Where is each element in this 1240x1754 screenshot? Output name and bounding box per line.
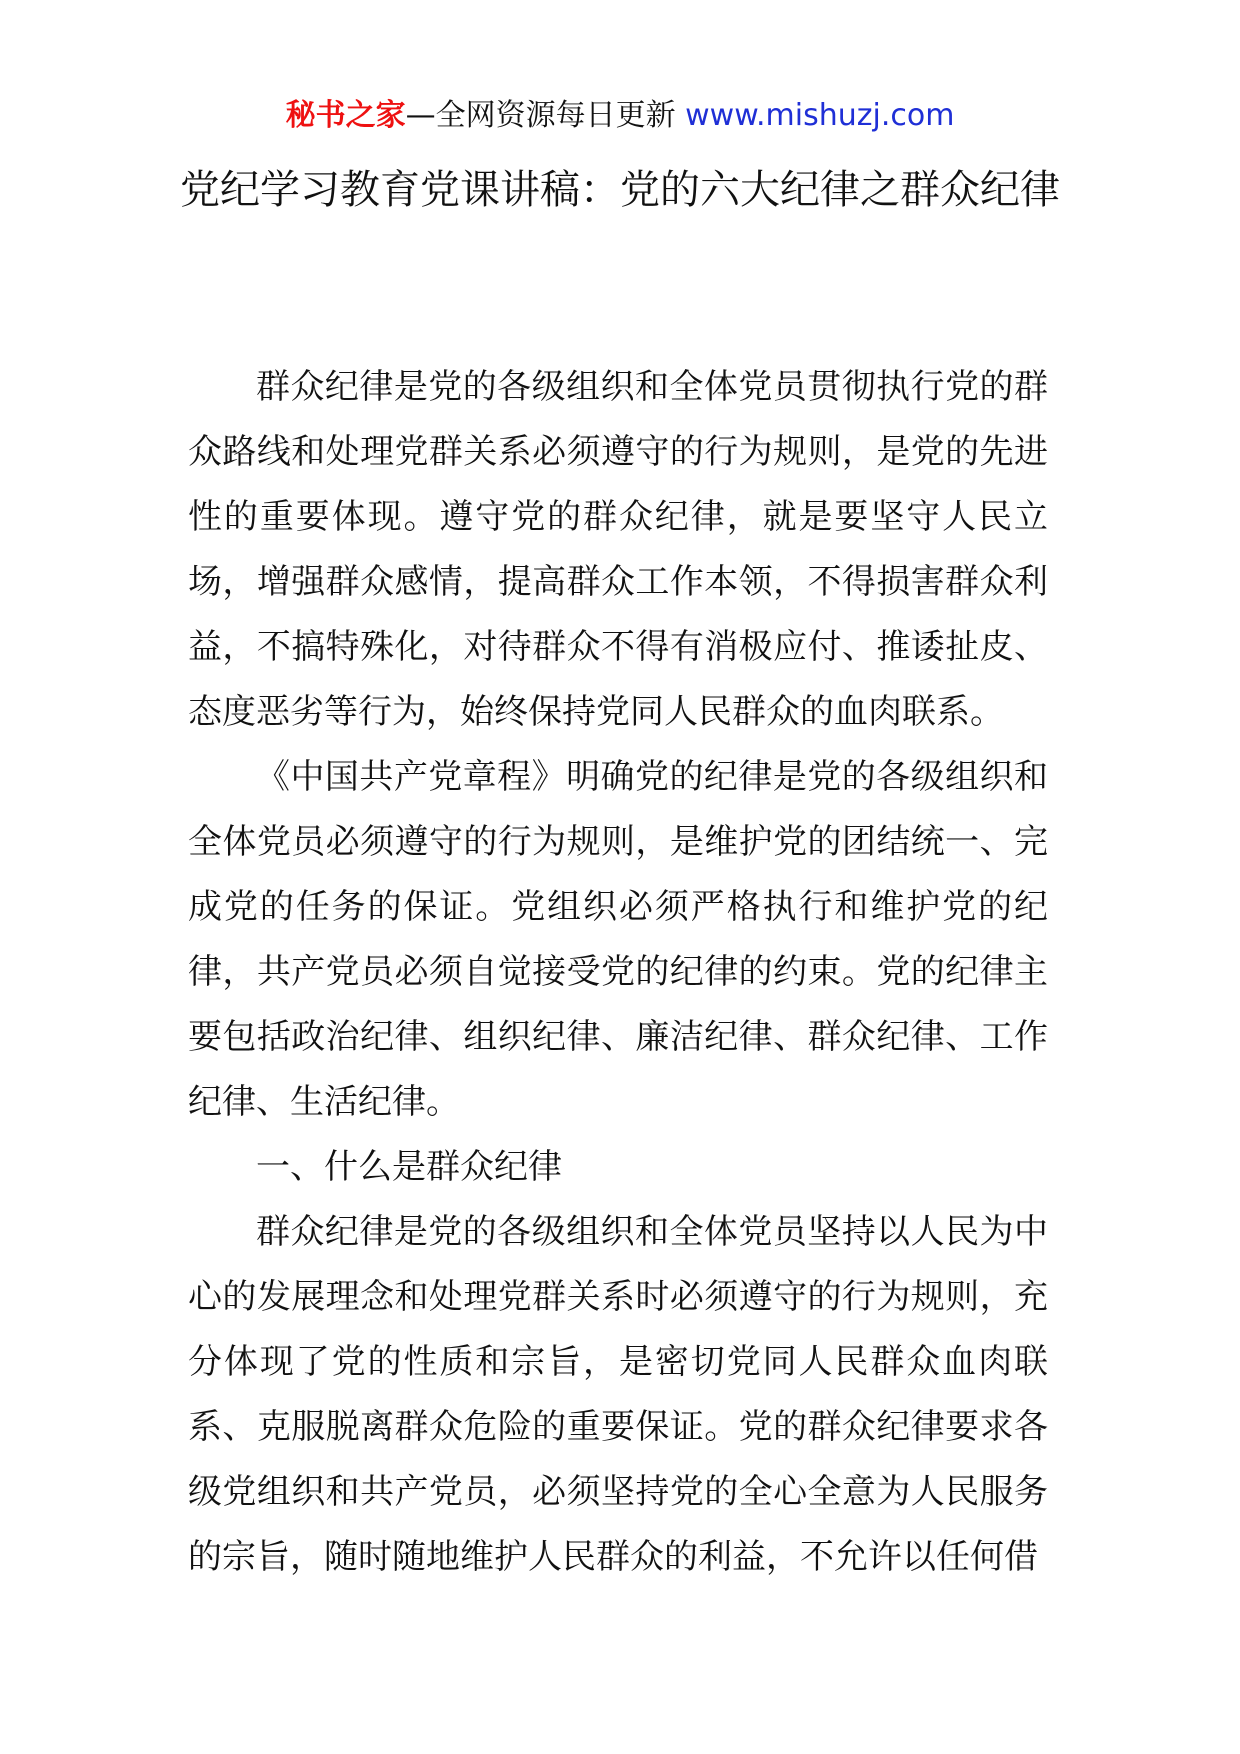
site-url-link[interactable]: www.mishuzj.com (685, 98, 955, 133)
site-header (0, 96, 1240, 136)
paragraph-intro: 群众纪律是党的各级组织和全体党员贯彻执行党的群众路线和处理党群关系必须遵守的行为规则，是党的先进性的重要体现。遵守党的群众纪律，就是要坚守人民立场，增强群众感情，提高群众工作本领，不得损害群众利益，不搞特殊化，对待群众不得有消极应付、推诿扯皮、态度恶劣等行为，始终保持党同人民群众的血肉联系。 (188, 367, 1048, 732)
document-title: 党纪学习教育党课讲稿：党的六大纪律之群众纪律 (180, 167, 1060, 213)
section-heading-1: 一、什么是群众纪律 (256, 1147, 562, 1187)
header-tagline: —全网资源每日更新 (405, 98, 676, 133)
document-body (188, 355, 1048, 1590)
paragraph-party-constitution: 《中国共产党章程》明确党的纪律是党的各级组织和全体党员必须遵守的行为规则，是维护党的团结统一、完成党的任务的保证。党组织必须严格执行和维护党的纪律，共产党员必须自觉接受党的纪律的约束。党的纪律主要包括政治纪律、组织纪律、廉洁纪律、群众纪律、工作纪律、生活纪律。 (188, 757, 1048, 1122)
paragraph-definition: 群众纪律是党的各级组织和全体党员坚持以人民为中心的发展理念和处理党群关系时必须遵守的行为规则，充分体现了党的性质和宗旨，是密切党同人民群众血肉联系、克服脱离群众危险的重要保证。党的群众纪律要求各级党组织和共产党员，必须坚持党的全心全意为人民服务的宗旨，随时随地维护人民群众的利益，不允许以任何借 (188, 1212, 1048, 1577)
brand-name: 秘书之家 (285, 98, 406, 133)
